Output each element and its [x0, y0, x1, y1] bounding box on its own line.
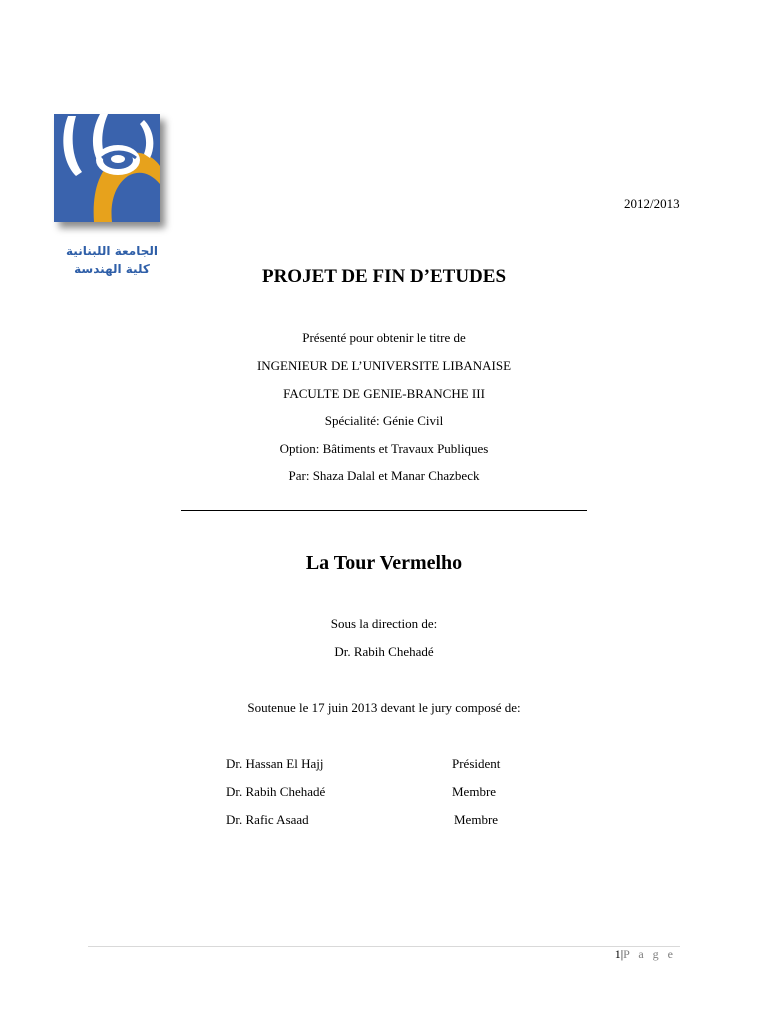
- page-separator: |: [620, 947, 624, 961]
- faculty-line: FACULTE DE GENIE-BRANCHE III: [283, 386, 485, 401]
- authors-line: Par: Shaza Dalal et Manar Chazbeck: [288, 468, 480, 483]
- page-footer: [560, 947, 676, 962]
- defense-line: Soutenue le 17 juin 2013 devant le jury composé de:: [247, 700, 521, 715]
- direction-label: Sous la direction de:: [330, 616, 438, 631]
- jury-member-name: Dr. Rabih Chehadé: [226, 784, 326, 799]
- university-name-arabic: الجامعة اللبنانية: [66, 244, 158, 258]
- document-title: PROJET DE FIN D’ETUDES: [261, 266, 507, 287]
- page-number: 1: [614, 947, 621, 961]
- faculty-name-arabic: كلية الهندسة: [74, 262, 150, 276]
- project-title: La Tour Vermelho: [305, 552, 463, 574]
- jury-member-name: Dr. Rafic Asaad: [226, 812, 309, 827]
- academic-year: 2012/2013: [624, 196, 680, 211]
- lebanese-university-logo-icon: [54, 114, 160, 222]
- degree-line: INGENIEUR DE L’UNIVERSITE LIBANAISE: [256, 358, 512, 373]
- page-label: P a g e: [623, 947, 676, 961]
- presented-for-line: Présenté pour obtenir le titre de: [302, 330, 466, 345]
- specialty-line: Spécialité: Génie Civil: [324, 413, 444, 428]
- university-logo: [54, 114, 160, 222]
- jury-member-role: Membre: [454, 812, 499, 827]
- horizontal-divider: [181, 510, 587, 511]
- jury-member-role: Membre: [452, 784, 497, 799]
- option-line: Option: Bâtiments et Travaux Publiques: [279, 441, 489, 456]
- supervisor-name: Dr. Rabih Chehadé: [334, 644, 434, 659]
- jury-member-role: Président: [452, 756, 501, 771]
- jury-member-name: Dr. Hassan El Hajj: [226, 756, 324, 771]
